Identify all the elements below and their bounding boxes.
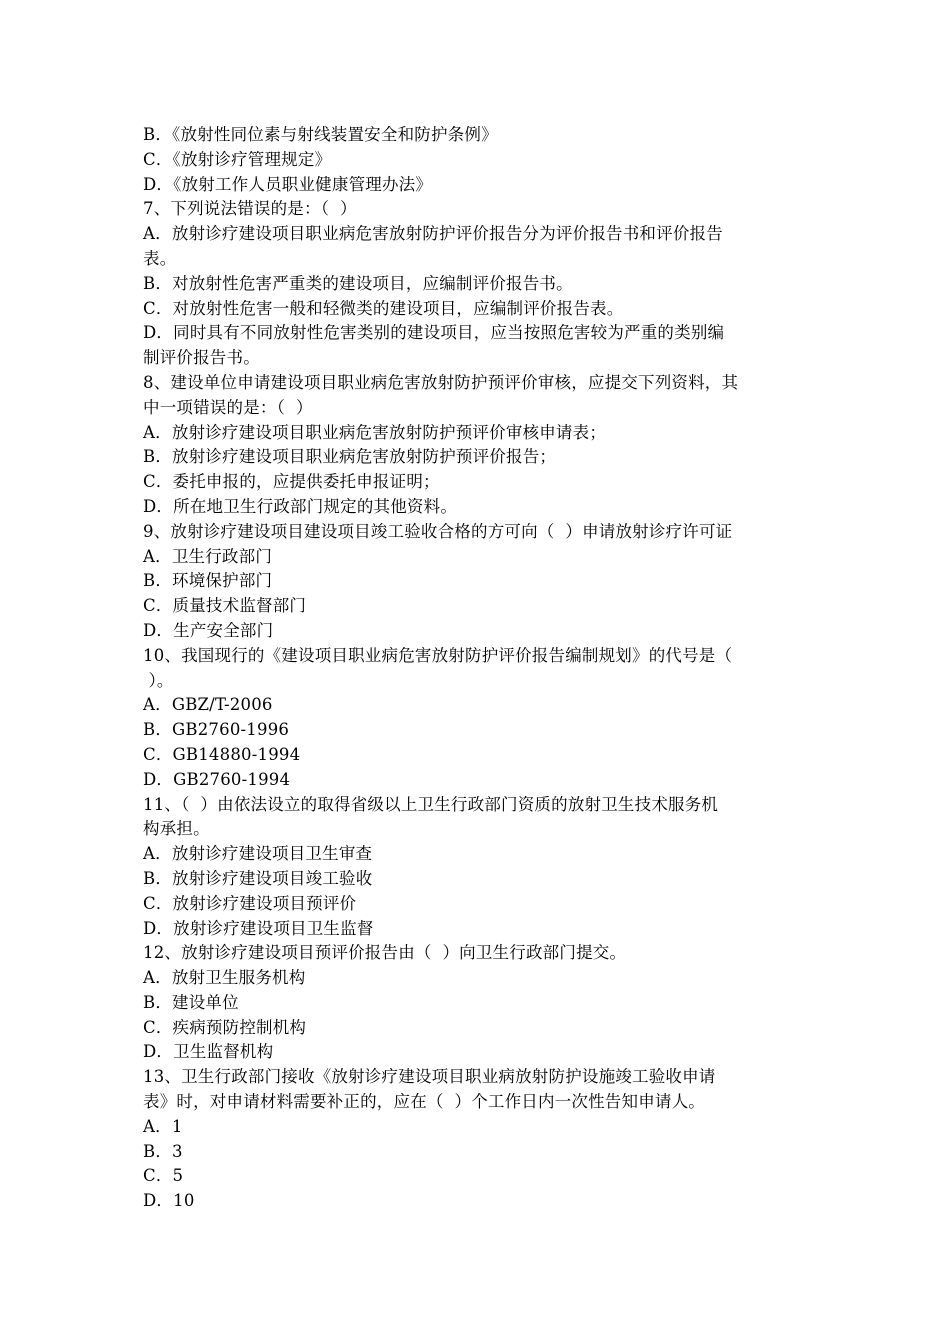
text-line: C．5 bbox=[143, 1166, 184, 1186]
text-line: D．卫生监督机构 bbox=[143, 1042, 274, 1062]
text-line: D．生产安全部门 bbox=[143, 620, 274, 640]
text-line: C．委托申报的，应提供委托申报证明； bbox=[143, 472, 440, 492]
text-line: D．10 bbox=[143, 1191, 195, 1211]
question-7: 7、下列说法错误的是：（ ） bbox=[143, 199, 357, 219]
text-line: 制评价报告书。 bbox=[143, 348, 260, 368]
text-line: A．GBZ/T-2006 bbox=[143, 695, 273, 715]
text-line: A．放射诊疗建设项目职业病危害放射防护预评价审核申请表； bbox=[143, 422, 607, 442]
question-13: 13、卫生行政部门接收《放射诊疗建设项目职业病放射防护设施竣工验收申请 bbox=[143, 1067, 716, 1087]
text-line: C．《放射诊疗管理规定》 bbox=[143, 149, 332, 169]
text-line: C．疾病预防控制机构 bbox=[143, 1017, 307, 1037]
text-line: 表》时，对申请材料需要补正的，应在（ ）个工作日内一次性告知申请人。 bbox=[143, 1092, 705, 1112]
document-page bbox=[143, 123, 815, 1214]
text-line: C．质量技术监督部门 bbox=[143, 596, 307, 616]
text-line: A．放射卫生服务机构 bbox=[143, 968, 306, 988]
question-10: 10、我国现行的《建设项目职业病危害放射防护评价报告编制规划》的代号是（ bbox=[143, 645, 733, 665]
question-12: 12、放射诊疗建设项目预评价报告由（ ）向卫生行政部门提交。 bbox=[143, 943, 627, 963]
text-line: B．放射诊疗建设项目职业病危害放射防护预评价报告； bbox=[143, 447, 557, 467]
text-line: D．《放射工作人员职业健康管理办法》 bbox=[143, 174, 433, 194]
text-line: 构承担。 bbox=[143, 819, 210, 839]
text-line: B．3 bbox=[143, 1141, 183, 1161]
text-line: A．卫生行政部门 bbox=[143, 546, 273, 566]
text-line: 表。 bbox=[143, 248, 177, 268]
text-line: B．环境保护部门 bbox=[143, 571, 273, 591]
text-line: C．放射诊疗建设项目预评价 bbox=[143, 893, 357, 913]
text-line: D．同时具有不同放射性危害类别的建设项目，应当按照危害较为严重的类别编 bbox=[143, 323, 725, 343]
text-line: 中一项错误的是：（ ） bbox=[143, 397, 313, 417]
text-line: A．放射诊疗建设项目职业病危害放射防护评价报告分为评价报告书和评价报告 bbox=[143, 224, 723, 244]
text-line: ）。 bbox=[143, 670, 174, 690]
text-line: A．放射诊疗建设项目卫生审查 bbox=[143, 844, 373, 864]
text-line: D．GB2760-1994 bbox=[143, 769, 291, 789]
text-line: C．对放射性危害一般和轻微类的建设项目，应编制评价报告表。 bbox=[143, 298, 624, 318]
text-line: D．所在地卫生行政部门规定的其他资料。 bbox=[143, 496, 458, 516]
text-line: B．GB2760-1996 bbox=[143, 720, 290, 740]
question-9: 9、放射诊疗建设项目建设项目竣工验收合格的方可向（ ）申请放射诊疗许可证 bbox=[143, 521, 733, 541]
text-line: B．建设单位 bbox=[143, 992, 239, 1012]
text-line: B．放射诊疗建设项目竣工验收 bbox=[143, 868, 373, 888]
question-11: 11、（ ）由依法设立的取得省级以上卫生行政部门资质的放射卫生技术服务机 bbox=[143, 794, 719, 814]
question-8: 8、建设单位申请建设项目职业病危害放射防护预评价审核，应提交下列资料，其 bbox=[143, 372, 739, 392]
text-line: B．《放射性同位素与射线装置安全和防护条例》 bbox=[143, 125, 498, 144]
text-line: B．对放射性危害严重类的建设项目，应编制评价报告书。 bbox=[143, 273, 573, 293]
text-line: C．GB14880-1994 bbox=[143, 744, 301, 764]
text-line: A．1 bbox=[143, 1116, 183, 1136]
text-line: D．放射诊疗建设项目卫生监督 bbox=[143, 918, 374, 938]
